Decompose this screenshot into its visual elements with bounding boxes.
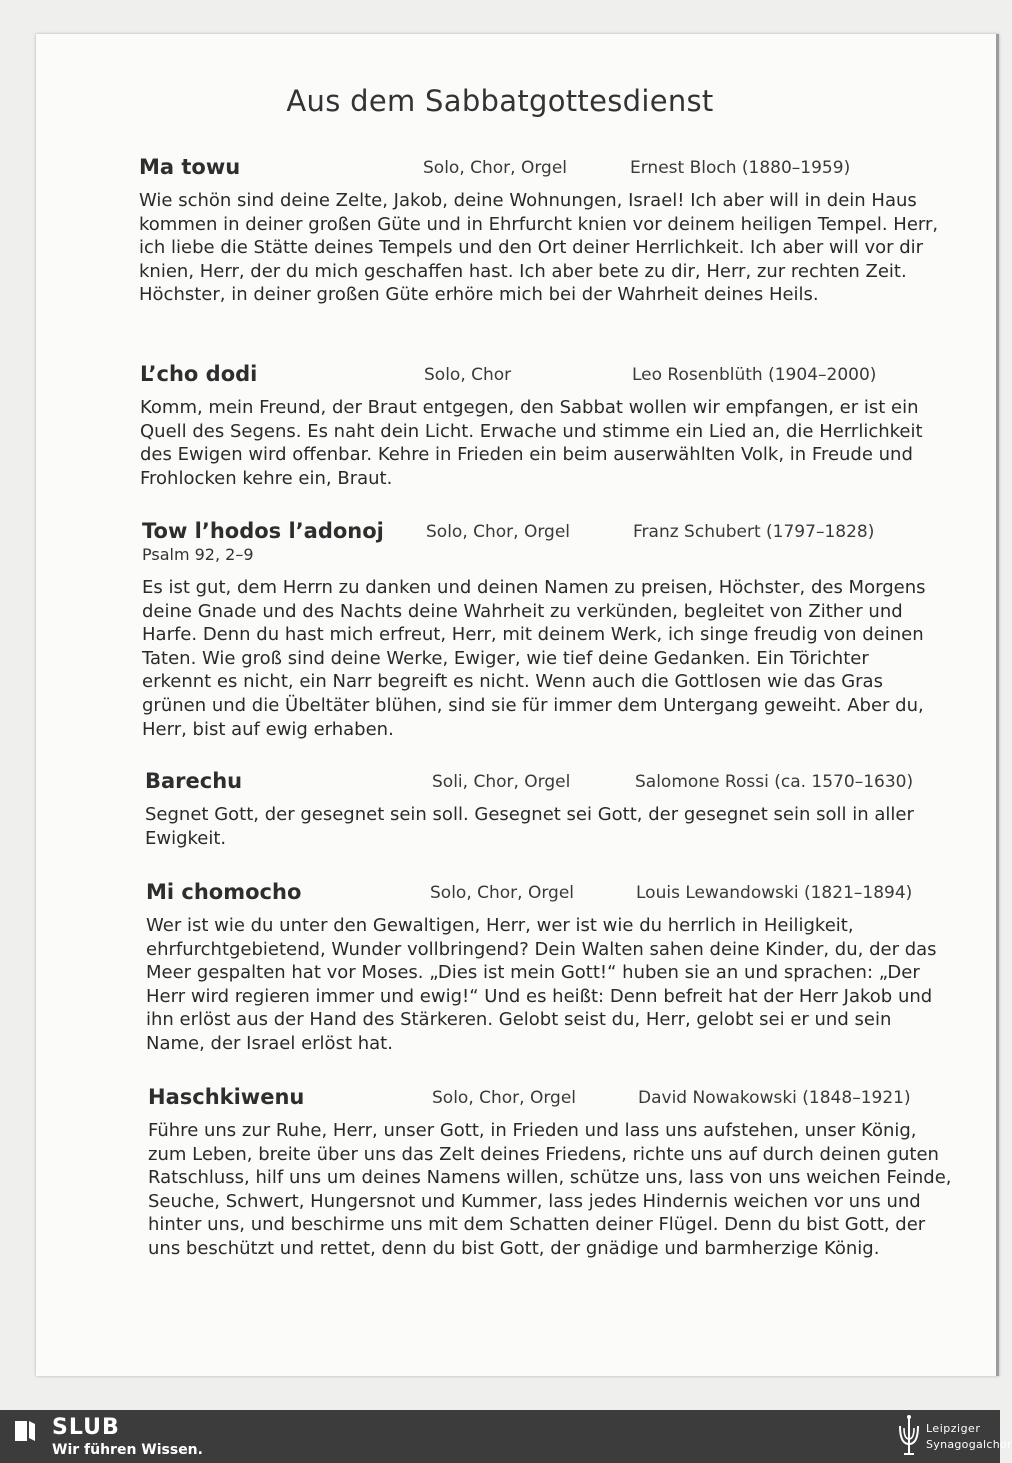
piece-title: Haschkiwenu bbox=[148, 1085, 305, 1109]
section-barechu bbox=[145, 769, 945, 850]
section-header bbox=[139, 155, 939, 185]
partner-name-line2: Synagogalchor bbox=[926, 1438, 1012, 1451]
psalm-reference: Psalm 92, 2–9 bbox=[142, 545, 254, 564]
piece-title: Ma towu bbox=[139, 155, 241, 179]
piece-title: Barechu bbox=[145, 769, 243, 793]
footer-bar bbox=[0, 1410, 1012, 1463]
lyrics-text: Komm, mein Freund, der Braut entgegen, den Sabbat wollen wir empfangen, er ist ein Quell des Segens. Es naht dein Licht. Erwache und stimme ein Lied an, die Herrlichkeit des Ewigen wird offenbar. Kehre in Frieden ein beim auserwählten Volk, in Freude und Frohlocken kehre ein, Braut. bbox=[140, 397, 923, 489]
slub-logo-icon bbox=[12, 1418, 38, 1444]
scoring: Solo, Chor, Orgel bbox=[426, 522, 571, 542]
composer: David Nowakowski (1848–1921) bbox=[638, 1088, 911, 1108]
section-header bbox=[145, 769, 945, 799]
lyrics-text: Wie schön sind deine Zelte, Jakob, deine Wohnungen, Israel! Ich aber will in dein Haus kommen in deiner großen Güte und in Ehrfurcht knien vor deinem heiligen Tempel. Herr, ich liebe die Stätte deines Tempels und den Ort deiner Herrlichkeit. Ich aber will vor dir knien, Herr, der du mich geschaffen hast. Ich aber bete zu dir, Herr, zur rechten Zeit. Höchster, in deiner großen Güte erhöre mich bei der Wahrheit deines Heils. bbox=[139, 190, 939, 306]
partner-name-line1: Leipziger bbox=[926, 1422, 981, 1435]
section-header bbox=[140, 362, 940, 392]
lyrics-text: Segnet Gott, der gesegnet sein soll. Gesegnet sei Gott, der gesegnet sein soll in aller Ewigkeit. bbox=[145, 804, 914, 849]
scoring: Solo, Chor, Orgel bbox=[432, 1088, 577, 1108]
section-tow-lhodos bbox=[142, 519, 942, 741]
section-header bbox=[148, 1085, 953, 1115]
piece-title: L’cho dodi bbox=[140, 362, 258, 386]
section-header bbox=[146, 880, 946, 910]
section-lcho-dodi bbox=[140, 362, 940, 490]
lyrics-text: Wer ist wie du unter den Gewaltigen, Herr, wer ist wie du herrlich in Heiligkeit, ehrfurchtgebietend, Wunder vollbringend? Dein Walten sahen deine Kinder, du, der das Meer gespalten hat vor Moses. „Dies ist mein Gott!“ huben sie an und sprachen: „Der Herr wird regieren immer und ewig!“ Und es heißt: Denn befreit hat der Herr Jakob und ihn erlöst aus der Hand des Stärkeren. Gelobt seist du, Herr, gelobt sei er und sein Name, der Israel erlöst hat. bbox=[146, 915, 937, 1054]
lyrics-text: Es ist gut, dem Herrn zu danken und deinen Namen zu preisen, Höchster, des Morgens deine Gnade und des Nachts deine Wahrheit zu verkünden, begleitet von Zither und Harfe. Denn du hast mich erfreut, Herr, mit deinem Werk, ich singe freudig von deinen Taten. Wie groß sind deine Werke, Ewiger, wie tief deine Gedanken. Ein Törichter erkennt es nicht, ein Narr begreift es nicht. Wenn auch die Gottlosen wie das Gras grünen und die Übeltäter blühen, sind sie für immer dem Untergang geweiht. Aber du, Herr, bist auf ewig erhaben. bbox=[142, 577, 926, 740]
composer: Ernest Bloch (1880–1959) bbox=[630, 158, 851, 178]
scoring: Solo, Chor bbox=[424, 365, 512, 385]
page-title: Aus dem Sabbatgottesdienst bbox=[286, 84, 714, 118]
piece-title: Tow l’hodos l’adonoj bbox=[142, 519, 384, 543]
brand-claim: Wir führen Wissen. bbox=[52, 1442, 203, 1458]
menorah-logo-icon bbox=[896, 1414, 922, 1458]
section-ma-towu bbox=[139, 155, 939, 307]
piece-title: Mi chomocho bbox=[146, 880, 302, 904]
composer: Salomone Rossi (ca. 1570–1630) bbox=[635, 772, 914, 792]
scoring: Solo, Chor, Orgel bbox=[423, 158, 568, 178]
scoring: Solo, Chor, Orgel bbox=[430, 883, 575, 903]
composer: Leo Rosenblüth (1904–2000) bbox=[632, 365, 877, 385]
composer: Louis Lewandowski (1821–1894) bbox=[636, 883, 913, 903]
section-header bbox=[142, 519, 942, 549]
section-mi-chomocho bbox=[146, 880, 946, 1056]
brand-name: SLUB bbox=[52, 1415, 120, 1440]
composer: Franz Schubert (1797–1828) bbox=[633, 522, 875, 542]
lyrics-text: Führe uns zur Ruhe, Herr, unser Gott, in Frieden und lass uns aufstehen, unser König, zum Leben, breite über uns das Zelt deines Friedens, richte uns auf durch deinen guten Ratschluss, hilf uns um deines Namens willen, schütze uns, lass von uns weichen Feinde, Seuche, Schwert, Hungersnot und Kummer, lass jedes Hindernis weichen vor uns und hinter uns, und beschirme uns mit dem Schatten deiner Flügel. Denn du bist Gott, der uns beschützt und rettet, denn du bist Gott, der gnädige und barmherzige König. bbox=[148, 1120, 952, 1259]
section-haschkiwenu bbox=[148, 1085, 953, 1261]
scoring: Soli, Chor, Orgel bbox=[432, 772, 571, 792]
